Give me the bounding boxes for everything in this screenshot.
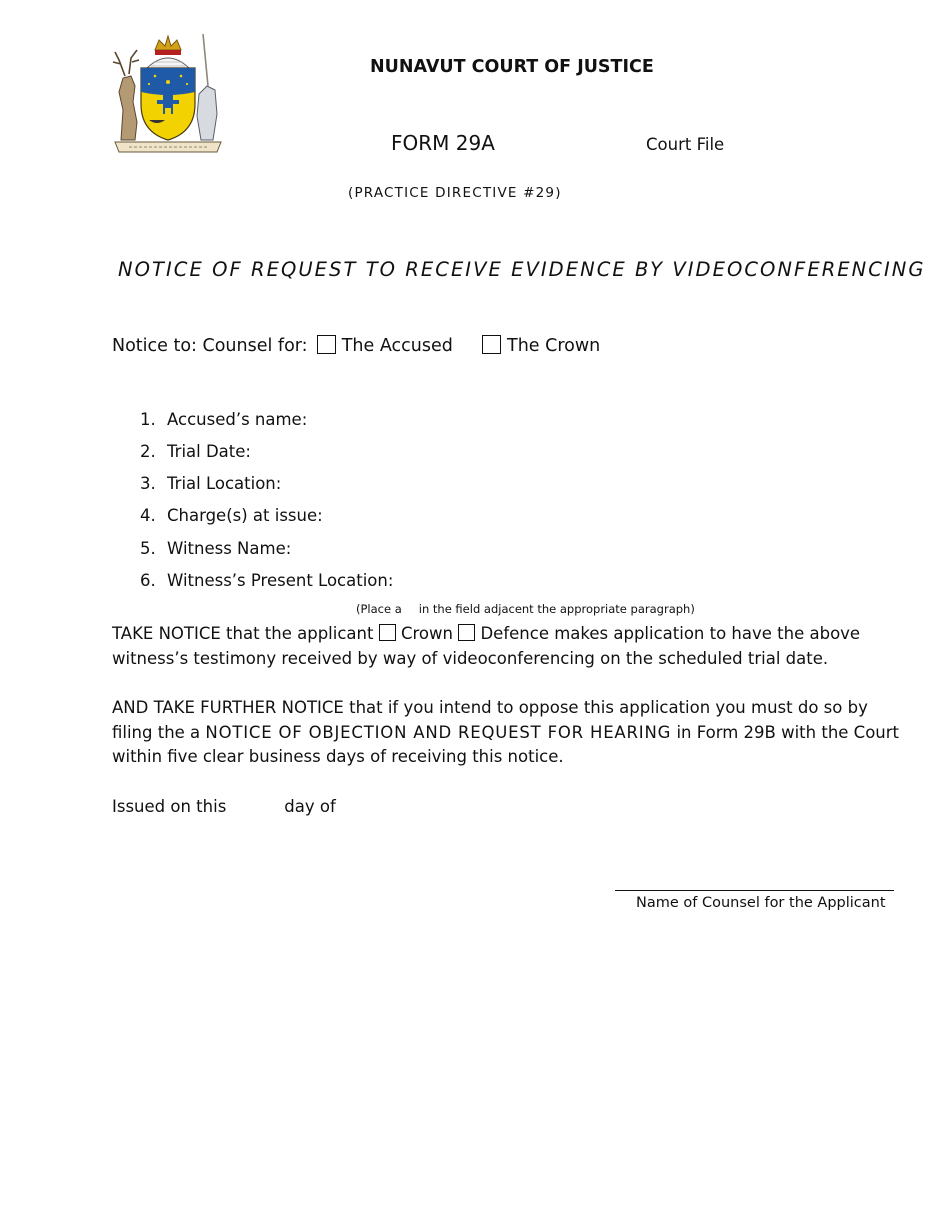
item-number: 1. xyxy=(140,410,156,429)
item-number: 2. xyxy=(140,442,156,461)
witness-location-label: Witness’s Present Location: xyxy=(167,571,394,590)
trial-date-label: Trial Date: xyxy=(167,442,251,461)
take-notice-text: that the applicant xyxy=(226,624,374,643)
court-name: NUNAVUT COURT OF JUSTICE xyxy=(370,57,654,77)
further-notice-text-2: in Form 29B with the Court within five clear business days of receiving this notice. xyxy=(112,722,899,766)
issued-prefix: Issued on this xyxy=(112,797,227,816)
item-number: 4. xyxy=(140,506,156,525)
take-notice-lead: TAKE NOTICE xyxy=(112,624,221,643)
further-notice-lead: AND TAKE FURTHER NOTICE xyxy=(112,698,344,717)
further-notice-text: that if you intend to oppose this application you must do so by filing the a xyxy=(112,698,868,742)
crown-checkbox[interactable] xyxy=(482,335,501,354)
notice-to-row xyxy=(112,335,600,356)
take-notice-paragraph xyxy=(112,622,902,671)
signature-label: Name of Counsel for the Applicant xyxy=(636,895,886,911)
form-number: FORM 29A xyxy=(391,131,495,155)
further-notice-paragraph xyxy=(112,696,902,770)
list-item xyxy=(140,539,291,558)
take-notice-text-2: makes application to have the above witness’s testimony received by way of videoconferencing on the scheduled trial date. xyxy=(112,624,861,668)
trial-location-label: Trial Location: xyxy=(167,474,282,493)
issued-day-of: day of xyxy=(284,797,336,816)
place-note-before: (Place a xyxy=(356,602,402,616)
issued-line xyxy=(112,797,336,816)
item-number: 5. xyxy=(140,539,156,558)
practice-directive: (PRACTICE DIRECTIVE #29) xyxy=(348,185,562,201)
accused-checkbox[interactable] xyxy=(317,335,336,354)
place-note-after: in the field adjacent the appropriate paragraph) xyxy=(418,602,695,616)
list-item xyxy=(140,506,323,525)
applicant-defence-checkbox[interactable] xyxy=(458,624,475,641)
list-item xyxy=(140,571,393,590)
witness-name-label: Witness Name: xyxy=(167,539,292,558)
applicant-crown-checkbox[interactable] xyxy=(379,624,396,641)
accused-option-label: The Accused xyxy=(341,336,453,356)
crown-option-label: The Crown xyxy=(507,336,601,356)
place-note xyxy=(356,602,695,616)
court-crest-logo xyxy=(111,30,225,154)
signature-line[interactable] xyxy=(615,890,894,891)
court-file-label: Court File xyxy=(646,135,725,154)
list-item xyxy=(140,410,307,429)
accused-name-label: Accused’s name: xyxy=(167,410,308,429)
applicant-crown-label: Crown xyxy=(400,624,453,643)
item-number: 6. xyxy=(140,571,156,590)
notice-title: NOTICE OF REQUEST TO RECEIVE EVIDENCE BY VIDEOCONFERENCING xyxy=(118,258,926,281)
charges-label: Charge(s) at issue: xyxy=(167,506,323,525)
list-item xyxy=(140,474,281,493)
form-29b-reference: NOTICE OF OBJECTION AND REQUEST FOR HEARING xyxy=(205,722,672,742)
applicant-defence-label: Defence xyxy=(480,624,549,643)
notice-to-label: Notice to: Counsel for: xyxy=(112,336,308,356)
list-item xyxy=(140,442,251,461)
item-number: 3. xyxy=(140,474,156,493)
